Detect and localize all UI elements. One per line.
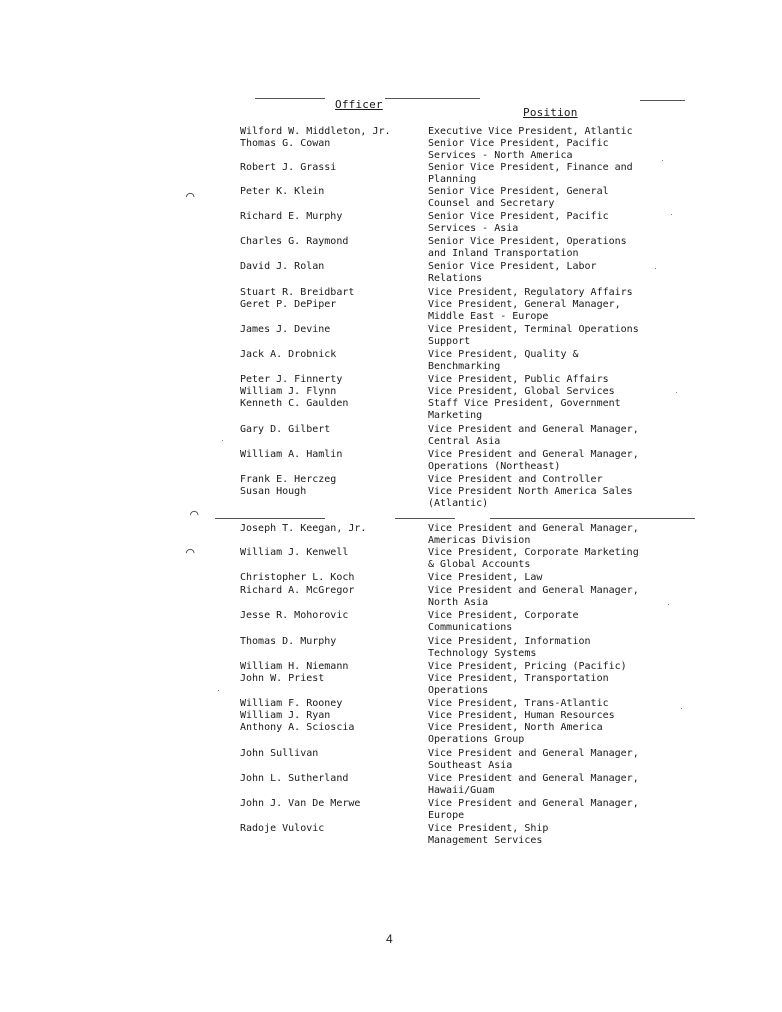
officer-name: Richard A. McGregor xyxy=(240,585,355,596)
officer-name: Christopher L. Koch xyxy=(240,572,355,583)
officer-name: Wilford W. Middleton, Jr. xyxy=(240,126,391,137)
officer-position: Vice President, Quality & Benchmarking xyxy=(428,349,579,373)
officer-name: William J. Kenwell xyxy=(240,547,349,558)
officer-position: Vice President, Human Resources xyxy=(428,710,615,721)
scan-speck xyxy=(676,392,677,393)
binder-hole-mark-1: ⌒ xyxy=(186,188,195,204)
officer-name: John J. Van De Merwe xyxy=(240,798,361,809)
officer-position: Vice President and General Manager, Operations (Northeast) xyxy=(428,449,639,473)
officer-position: Vice President, North America Operations Group xyxy=(428,722,603,746)
officer-position: Vice President and General Manager, Americas Division xyxy=(428,523,639,547)
scan-speck xyxy=(655,268,656,269)
officer-position: Vice President and General Manager, Southeast Asia xyxy=(428,748,639,772)
officer-name: William J. Flynn xyxy=(240,386,337,397)
officer-position: Senior Vice President, Operations and Inland Transportation xyxy=(428,236,627,260)
officer-name: Kenneth C. Gaulden xyxy=(240,398,349,409)
scan-line-mid-left xyxy=(215,518,325,519)
officer-name: Thomas G. Cowan xyxy=(240,138,331,149)
officer-name: John Sullivan xyxy=(240,748,319,759)
officer-name: William J. Ryan xyxy=(240,710,331,721)
officer-position: Senior Vice President, Finance and Planning xyxy=(428,162,633,186)
officer-position: Vice President, Ship Management Services xyxy=(428,823,549,847)
officer-position: Vice President, Public Affairs xyxy=(428,374,609,385)
officer-name: David J. Rolan xyxy=(240,261,325,272)
officer-name: Jesse R. Mohorovic xyxy=(240,610,349,621)
officer-position: Staff Vice President, Government Marketing xyxy=(428,398,621,422)
officer-column-header: Officer xyxy=(335,98,383,111)
officer-position: Vice President, Transportation Operations xyxy=(428,673,609,697)
officer-position: Vice President and General Manager, Hawaii/Guam xyxy=(428,773,639,797)
officer-position: Vice President North America Sales (Atlantic) xyxy=(428,486,633,510)
scan-line-top-right xyxy=(385,98,480,99)
scan-speck xyxy=(681,708,682,709)
officer-position: Vice President, Global Services xyxy=(428,386,615,397)
officer-position: Vice President and Controller xyxy=(428,474,603,485)
scan-speck xyxy=(222,440,223,441)
scan-speck xyxy=(671,214,672,215)
officer-position: Vice President, Law xyxy=(428,572,543,583)
officer-name: Radoje Vulovic xyxy=(240,823,325,834)
officer-position: Vice President, Regulatory Affairs xyxy=(428,287,633,298)
officer-name: Jack A. Drobnick xyxy=(240,349,337,360)
officer-name: Frank E. Herczeg xyxy=(240,474,337,485)
officer-position: Senior Vice President, Labor Relations xyxy=(428,261,597,285)
officer-name: Susan Hough xyxy=(240,486,307,497)
scan-speck xyxy=(668,604,669,605)
officer-name: Charles G. Raymond xyxy=(240,236,349,247)
officer-position: Senior Vice President, Pacific Services - North America xyxy=(428,138,609,162)
officer-position: Vice President, Corporate Marketing & Global Accounts xyxy=(428,547,639,571)
officer-name: Peter K. Klein xyxy=(240,186,325,197)
officer-name: Geret P. DePiper xyxy=(240,299,337,310)
officer-position: Vice President, Terminal Operations Support xyxy=(428,324,639,348)
officer-name: William H. Niemann xyxy=(240,661,349,672)
officer-name: Gary D. Gilbert xyxy=(240,424,331,435)
scan-line-top-far xyxy=(640,100,685,101)
officer-name: James J. Devine xyxy=(240,324,331,335)
officer-name: John L. Sutherland xyxy=(240,773,349,784)
officer-name: Anthony A. Scioscia xyxy=(240,722,355,733)
binder-hole-mark-2: ⌒ xyxy=(190,506,199,522)
officer-position: Vice President, Trans-Atlantic xyxy=(428,698,609,709)
officer-position: Senior Vice President, General Counsel and Secretary xyxy=(428,186,609,210)
officer-position: Vice President and General Manager, Central Asia xyxy=(428,424,639,448)
scan-line-top xyxy=(255,98,325,99)
officer-position: Vice President and General Manager, Europe xyxy=(428,798,639,822)
officer-position: Vice President, Pricing (Pacific) xyxy=(428,661,627,672)
officer-name: Robert J. Grassi xyxy=(240,162,337,173)
binder-hole-mark-3: ⌒ xyxy=(186,544,195,560)
officer-position: Senior Vice President, Pacific Services - Asia xyxy=(428,211,609,235)
scan-line-mid-center xyxy=(395,518,455,519)
officer-name: Peter J. Finnerty xyxy=(240,374,343,385)
scan-speck xyxy=(662,160,663,161)
officer-name: Richard E. Murphy xyxy=(240,211,343,222)
officer-position: Executive Vice President, Atlantic xyxy=(428,126,633,137)
officer-position: Vice President, Information Technology Systems xyxy=(428,636,591,660)
officer-name: Stuart R. Breidbart xyxy=(240,287,355,298)
position-column-header: Position xyxy=(523,106,578,119)
officer-position: Vice President, General Manager, Middle East - Europe xyxy=(428,299,621,323)
officer-name: William F. Rooney xyxy=(240,698,343,709)
officer-name: Joseph T. Keegan, Jr. xyxy=(240,523,367,534)
scan-line-mid-right xyxy=(490,518,695,519)
officer-name: William A. Hamlin xyxy=(240,449,343,460)
officer-name: John W. Priest xyxy=(240,673,325,684)
scan-speck xyxy=(218,690,219,691)
officer-position: Vice President and General Manager, North Asia xyxy=(428,585,639,609)
officer-name: Thomas D. Murphy xyxy=(240,636,337,647)
officer-position: Vice President, Corporate Communications xyxy=(428,610,579,634)
page-number: 4 xyxy=(386,932,393,946)
